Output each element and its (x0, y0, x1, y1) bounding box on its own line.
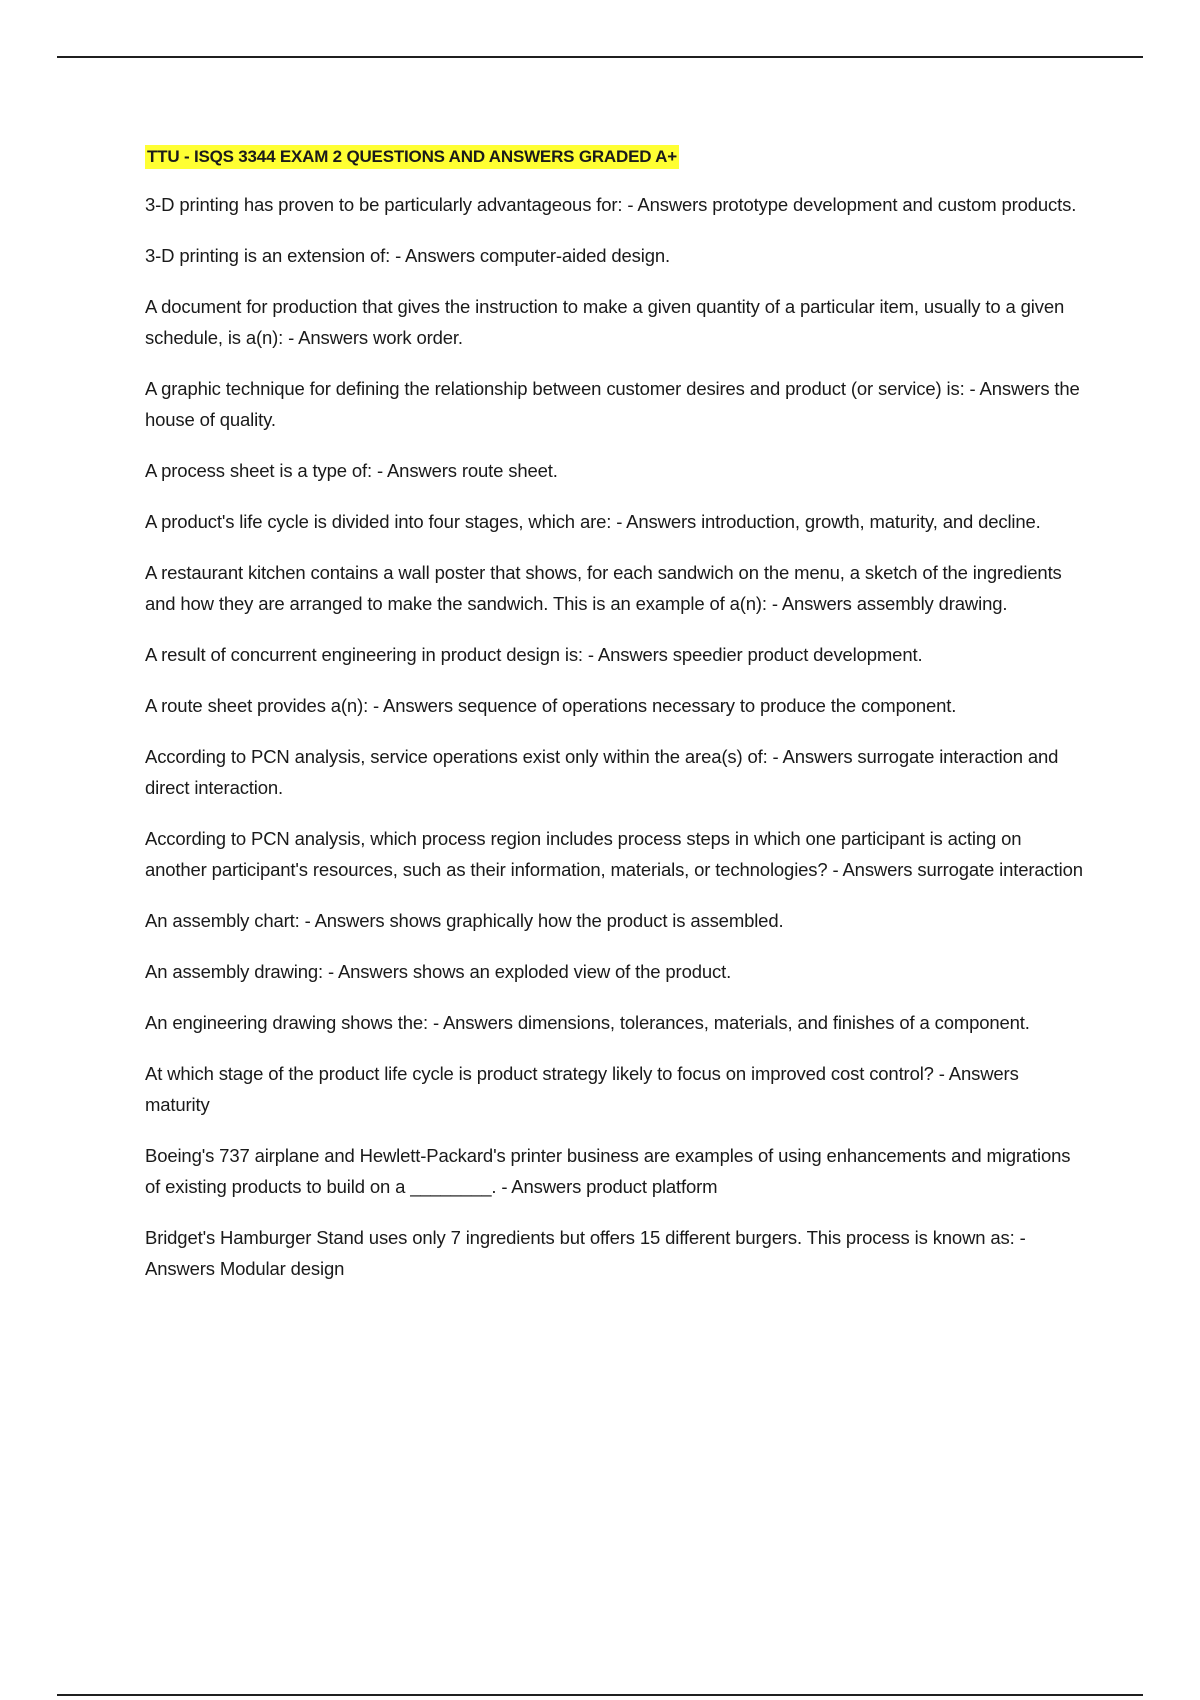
qa-item: A graphic technique for defining the relationship between customer desires and product (or service) is: - Answers the house of quality. (145, 378, 1080, 430)
qa-item: 3-D printing is an extension of: - Answers computer-aided design. (145, 245, 670, 266)
qa-item: Bridget's Hamburger Stand uses only 7 ingredients but offers 15 different burgers. This process is known as: - Answers Modular design (145, 1227, 1026, 1279)
qa-item: A product's life cycle is divided into four stages, which are: - Answers introduction, growth, maturity, and decline. (145, 511, 1041, 532)
qa-item: A restaurant kitchen contains a wall poster that shows, for each sandwich on the menu, a sketch of the ingredients and how they are arranged to make the sandwich. This is an example of a(n): - Answers assembly drawing. (145, 562, 1062, 614)
bottom-divider (57, 1694, 1143, 1696)
qa-item: An assembly drawing: - Answers shows an exploded view of the product. (145, 961, 732, 982)
qa-item: A process sheet is a type of: - Answers route sheet. (145, 460, 558, 481)
qa-item: A document for production that gives the instruction to make a given quantity of a particular item, usually to a given schedule, is a(n): - Answers work order. (145, 296, 1065, 348)
qa-list (145, 189, 1085, 1284)
document-body (145, 145, 1085, 1284)
top-divider (57, 56, 1143, 58)
qa-item: An assembly chart: - Answers shows graphically how the product is assembled. (145, 910, 784, 931)
qa-item: According to PCN analysis, service operations exist only within the area(s) of: - Answers surrogate interaction and direct interaction. (145, 746, 1059, 798)
qa-item: An engineering drawing shows the: - Answers dimensions, tolerances, materials, and finishes of a component. (145, 1012, 1030, 1033)
qa-item: Boeing's 737 airplane and Hewlett-Packard's printer business are examples of using enhancements and migrations of existing products to build on a ________. - Answers product platform (145, 1145, 1071, 1197)
document-title: TTU - ISQS 3344 EXAM 2 QUESTIONS AND ANSWERS GRADED A+ (145, 145, 679, 169)
qa-item: A result of concurrent engineering in product design is: - Answers speedier product development. (145, 644, 923, 665)
qa-item: According to PCN analysis, which process region includes process steps in which one participant is acting on another participant's resources, such as their information, materials, or technologies? - Answers surrogate interaction (145, 828, 1083, 880)
qa-item: At which stage of the product life cycle is product strategy likely to focus on improved cost control? - Answers maturity (145, 1063, 1019, 1115)
qa-item: 3-D printing has proven to be particularly advantageous for: - Answers prototype development and custom products. (145, 194, 1077, 215)
qa-item: A route sheet provides a(n): - Answers sequence of operations necessary to produce the component. (145, 695, 957, 716)
